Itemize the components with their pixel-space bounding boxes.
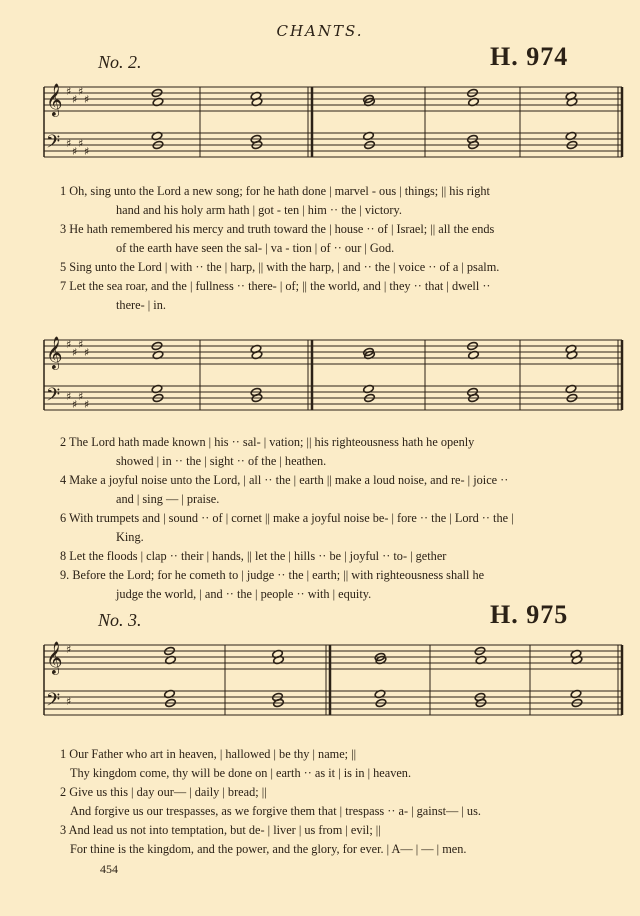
music-system-2 [0, 328, 640, 428]
bass-clef-icon: 𝄢 [46, 385, 61, 410]
sharp-icon: ♯ [66, 85, 72, 98]
verse: 4 Make a joyful noise unto the Lord, | all ·· the | earth || make a loud noise, and re- | joice ·· and | sing — | praise. [60, 473, 509, 506]
page-header: CHANTS. [276, 22, 364, 40]
sharp-icon: ♯ [72, 398, 78, 411]
sharp-icon: ♯ [72, 346, 78, 359]
chant-number: No. 2. [98, 52, 142, 72]
sharp-icon: ♯ [78, 137, 84, 150]
sharp-icon: ♯ [78, 338, 84, 351]
sharp-icon: ♯ [66, 695, 72, 708]
sharp-icon: ♯ [66, 643, 72, 656]
sharp-icon: ♯ [66, 390, 72, 403]
sharp-icon: ♯ [84, 346, 90, 359]
verse: 7 Let the sea roar, and the | fullness ·· there- | of; || the world, and | they ·· that | dwell ·· there- | in. [60, 279, 491, 312]
verse: 2 The Lord hath made known | his ·· sal- | vation; || his righteousness hath he openly showed | in ·· the | sight ·· of the | heathen. [60, 435, 475, 468]
sharp-icon: ♯ [72, 145, 78, 158]
sharp-icon: ♯ [66, 137, 72, 150]
verse: 8 Let the floods | clap ·· their | hands, || let the | hills ·· be | joyful ·· to- | gether [60, 549, 447, 563]
verse-block-1a [60, 182, 626, 315]
verse-block-2 [60, 745, 626, 859]
hymn-number: H. 974 [490, 42, 569, 71]
sharp-icon: ♯ [84, 145, 90, 158]
verse: 9. Before the Lord; for he cometh to | judge ·· the | earth; || with righteousness shall he judge the world, | and ·· the | people ·· with | equity. [60, 568, 485, 601]
sharp-icon: ♯ [78, 390, 84, 403]
verse: 3 He hath remembered his mercy and truth toward the | house ·· of | Israel; || all the ends of the earth have seen the sal- | va - tion | of ·· our | God. [60, 222, 495, 255]
chant-number: No. 3. [98, 610, 142, 630]
verse: 2 Give us this | day our— | daily | bread; || And forgive us our trespasses, as we forgive them that | trespass ·· a- | gainst— | us. [60, 785, 481, 818]
verse: 5 Sing unto the Lord | with ·· the | harp, || with the harp, | and ·· the | voice ·· of a | psalm. [60, 260, 500, 274]
sharp-icon: ♯ [72, 93, 78, 106]
music-system-3 [0, 633, 640, 733]
bass-clef-icon: 𝄢 [46, 690, 61, 715]
verse-block-1b [60, 433, 626, 604]
sharp-icon: ♯ [78, 85, 84, 98]
verse: 1 Oh, sing unto the Lord a new song; for he hath done | marvel - ous | things; || his right hand and his holy arm hath | got - ten | him ·· the | victory. [60, 184, 490, 217]
bass-clef-icon: 𝄢 [46, 132, 61, 157]
music-system-1 [0, 75, 640, 175]
sharp-icon: ♯ [66, 338, 72, 351]
sharp-icon: ♯ [84, 93, 90, 106]
verse: 6 With trumpets and | sound ·· of | cornet || make a joyful noise be- | fore ·· the | Lord ·· the | King. [60, 511, 514, 544]
page-number: 454 [100, 862, 118, 876]
treble-clef-icon: 𝄞 [46, 83, 63, 116]
verse: 3 And lead us not into temptation, but de- | liver | us from | evil; || For thine is the kingdom, and the power, and the glory, for ever. | A— | — | men. [60, 823, 467, 856]
hymn-number: H. 975 [490, 600, 569, 629]
verse: 1 Our Father who art in heaven, | hallowed | be thy | name; || Thy kingdom come, thy will be done on | earth ·· as it | is in | heaven. [60, 747, 412, 780]
treble-clef-icon: 𝄞 [46, 641, 63, 674]
sharp-icon: ♯ [84, 398, 90, 411]
treble-clef-icon: 𝄞 [46, 336, 63, 369]
